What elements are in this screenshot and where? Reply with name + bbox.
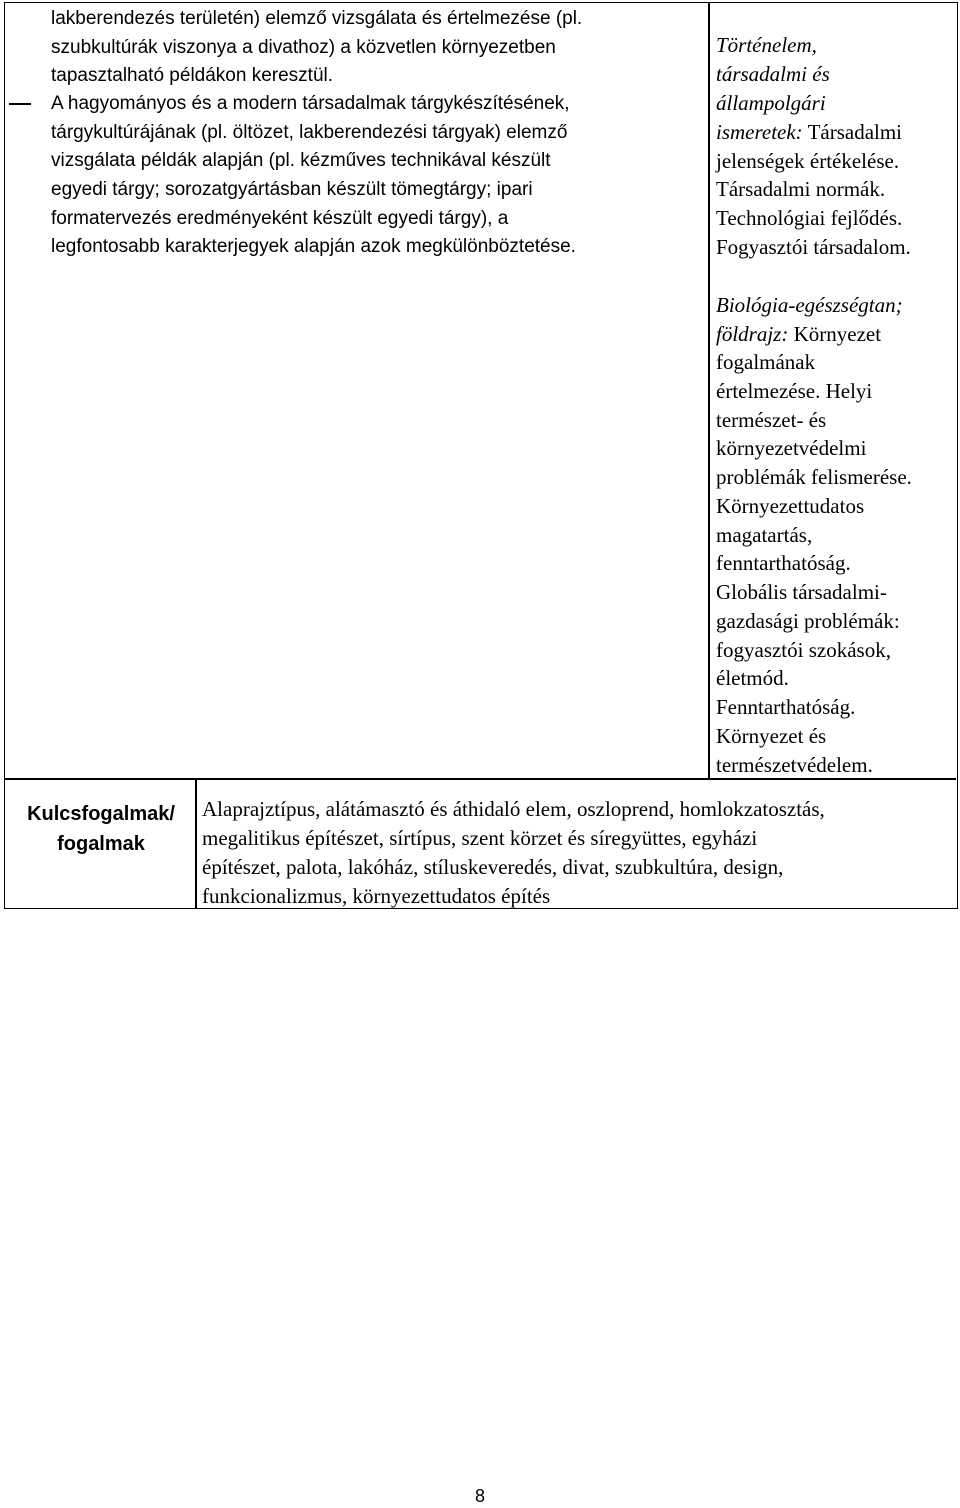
connection-line: természetvédelem. [716,753,873,777]
connection-line: Környezettudatos [716,494,865,518]
subject-label: állampolgári [716,91,826,115]
connection-line: fenntarthatóság. [716,551,851,575]
key-concepts-line: Alaprajztípus, alátámasztó és áthidaló elem, oszloprend, homlokzatosztás, [202,797,825,821]
connection-line: Fenntarthatóság. [716,695,856,719]
connection-line: Környezet és [716,724,827,748]
connection-text: Környezet [793,322,882,346]
subject-label: társadalmi és [716,62,830,86]
content-line: lakberendezés területén) elemző vizsgálata és értelmezése (pl. [51,8,583,29]
key-concepts-line: építészet, palota, lakóház, stíluskeveredés, divat, szubkultúra, design, [202,855,784,879]
connection-line: Társadalmi normák. [716,177,886,201]
key-concepts-label-line: Kulcsfogalmak/ [27,803,175,825]
connection-line: fogalmának [716,350,816,374]
connection-line: Technológiai fejlődés. [716,206,903,230]
connection-line: gazdasági problémák: [716,609,900,633]
connection-line: környezetvédelmi [716,436,867,460]
content-line: legfontosabb karakterjegyek alapján azok megkülönböztetése. [51,236,576,257]
connection-line [716,118,902,147]
content-line: egyedi tárgy; sorozatgyártásban készült tömegtárgy; ipari [51,179,533,200]
column-divider-left [195,779,197,908]
connection-line: értelmezése. Helyi [716,379,873,403]
connection-line: jelenségek értékelése. [716,149,900,173]
subject-label: ismeretek: [716,120,803,144]
connection-line: Fogyasztói társadalom. [716,235,911,259]
subject-label: Biológia-egészségtan; [716,293,903,317]
content-line: A hagyományos és a modern társadalmak tárgykészítésének, [51,93,570,114]
connection-text: Társadalmi [807,120,903,144]
subject-label: földrajz: [716,322,789,346]
curriculum-table [4,2,958,909]
subject-label: Történelem, [716,33,817,57]
column-divider-right [708,3,710,779]
page-number: 8 [474,1486,485,1506]
connection-line: problémák felismerése. [716,465,912,489]
dash-bullet-icon [9,103,31,105]
key-concepts-line: funkcionalizmus, környezettudatos építés [202,884,551,908]
key-concepts-label-line: fogalmak [57,833,145,855]
connection-line: Globális társadalmi- [716,580,887,604]
connection-line [716,320,881,349]
key-concepts-line: megalitikus építészet, sírtípus, szent körzet és síregyüttes, egyházi [202,826,758,850]
connection-line: életmód. [716,666,789,690]
content-line: tapasztalható példákon keresztül. [51,65,334,86]
content-line: tárgykultúrájának (pl. öltözet, lakberendezési tárgyak) elemző [51,122,568,143]
content-line: vizsgálata példák alapján (pl. kézműves technikával készült [51,150,551,171]
connection-line: természet- és [716,408,827,432]
key-concepts-label [7,799,195,859]
connection-line: fogyasztói szokások, [716,638,891,662]
connection-line: magatartás, [716,523,813,547]
content-line: szubkultúrák viszonya a divathoz) a közvetlen környezetben [51,37,556,58]
content-line: formatervezés eredményeként készült egyedi tárgy), a [51,208,509,229]
